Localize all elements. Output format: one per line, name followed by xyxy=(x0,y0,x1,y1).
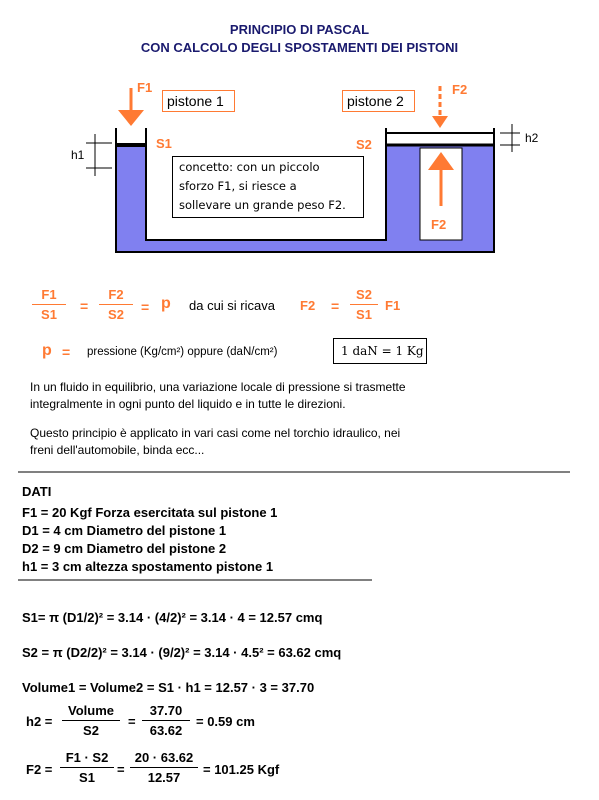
piston1-plate xyxy=(116,143,146,147)
s2-label: S2 xyxy=(356,137,372,152)
calc-h2-equals: = xyxy=(128,714,136,729)
calc-h2-result: = 0.59 cm xyxy=(196,714,255,729)
f2-dashed-arrow-icon xyxy=(432,86,448,128)
fraction-f2-s2 xyxy=(99,287,133,322)
fraction-f1: F1 xyxy=(41,287,57,302)
calc-s1: S1= π (D1/2)² = 3.14 · (4/2)² = 3.14 · 4 = 12.57 cmq xyxy=(22,610,323,625)
calc-f2-den2: 12.57 xyxy=(147,770,181,785)
dati-line-3: D2 = 9 cm Diametro del pistone 2 xyxy=(22,541,227,556)
calc-h2-fraction-2 xyxy=(142,703,190,738)
fraction-s1: S1 xyxy=(41,307,57,322)
equals-3: = xyxy=(331,298,340,314)
page-title-line2: CON CALCOLO DEGLI SPOSTAMENTI DEI PISTONI xyxy=(140,40,459,55)
calc-f2-den: S1 xyxy=(79,770,95,785)
symbol-p: p xyxy=(161,295,171,312)
h2-label: h2 xyxy=(525,131,539,145)
piston2-label-box xyxy=(342,90,415,112)
calc-volume: Volume1 = Volume2 = S1 · h1 = 12.57 · 3 = 37.70 xyxy=(22,680,315,695)
calc-h2-fraction-1 xyxy=(62,703,120,738)
equals-2: = xyxy=(141,299,150,315)
calc-h2-num2: 37.70 xyxy=(149,703,183,718)
fraction-f2: F2 xyxy=(108,287,124,302)
symbol-p-2: p xyxy=(42,342,52,359)
calc-f2-num: F1 · S2 xyxy=(65,750,109,765)
calc-h2-lhs: h2 = xyxy=(26,714,53,729)
calc-f2-fraction-2 xyxy=(130,750,198,785)
calc-f2-lhs: F2 = xyxy=(26,762,53,777)
piston1-label: pistone 1 xyxy=(167,93,224,109)
h1-label: h1 xyxy=(71,148,85,162)
dati-heading: DATI xyxy=(22,484,52,499)
f1-multiplier: F1 xyxy=(385,298,401,313)
f1-label: F1 xyxy=(137,80,153,95)
calc-h2-num: Volume xyxy=(68,703,114,718)
concept-box xyxy=(172,156,364,218)
da-cui-text: da cui si ricava xyxy=(189,298,275,313)
dati-line-1: F1 = 20 Kgf Forza esercitata sul pistone 1 xyxy=(22,505,278,520)
calc-f2-num2: 20 · 63.62 xyxy=(134,750,194,765)
fraction-f1-s1 xyxy=(32,287,66,322)
equals-1: = xyxy=(80,298,89,314)
calc-f2-equals: = xyxy=(117,762,125,777)
dati-line-4: h1 = 3 cm altezza spostamento pistone 1 xyxy=(22,559,274,574)
f2-result-lhs: F2 xyxy=(300,298,316,313)
f2-label-top: F2 xyxy=(452,82,468,97)
equals-4: = xyxy=(62,344,71,360)
f2-label-inside: F2 xyxy=(431,217,447,232)
fraction-s1-r: S1 xyxy=(356,307,372,322)
piston1-label-box xyxy=(162,90,235,112)
paragraph1-line2: integralmente in ogni punto del liquido e in tutte le direzioni. xyxy=(30,397,346,411)
piston2-label: pistone 2 xyxy=(347,93,404,109)
paragraph1-line1: In un fluido in equilibrio, una variazione locale di pressione si trasmette xyxy=(30,380,406,394)
fluid-left-column xyxy=(116,146,146,252)
concept-line-1: concetto: con un piccolo xyxy=(179,160,320,174)
calc-s2: S2 = π (D2/2)² = 3.14 · (9/2)² = 3.14 · 4.5² = 63.62 cmq xyxy=(22,645,342,660)
fraction-s2: S2 xyxy=(108,307,124,322)
calc-h2-den2: 63.62 xyxy=(149,723,183,738)
calc-h2-den: S2 xyxy=(83,723,99,738)
paragraph2-line2: freni dell'automobile, binda ecc... xyxy=(30,443,205,457)
dati-line-2: D1 = 4 cm Diametro del pistone 1 xyxy=(22,523,227,538)
page-title-line1: PRINCIPIO DI PASCAL xyxy=(229,22,370,37)
pressure-units-text: pressione (Kg/cm²) oppure (daN/cm²) xyxy=(87,346,278,358)
calc-f2-fraction-1 xyxy=(60,750,114,785)
concept-line-3: sollevare un grande peso F2. xyxy=(179,198,346,212)
dan-equivalence-box xyxy=(333,338,427,364)
fraction-s2-s1 xyxy=(350,287,378,322)
fraction-s2-r: S2 xyxy=(356,287,372,302)
s1-label: S1 xyxy=(156,136,172,151)
concept-line-2: sforzo F1, si riesce a xyxy=(179,179,297,193)
dan-equivalence-text: 1 daN = 1 Kg xyxy=(341,344,424,358)
paragraph2-line1: Questo principio è applicato in vari casi come nel torchio idraulico, nei xyxy=(30,426,401,440)
calc-f2-result: = 101.25 Kgf xyxy=(203,762,280,777)
